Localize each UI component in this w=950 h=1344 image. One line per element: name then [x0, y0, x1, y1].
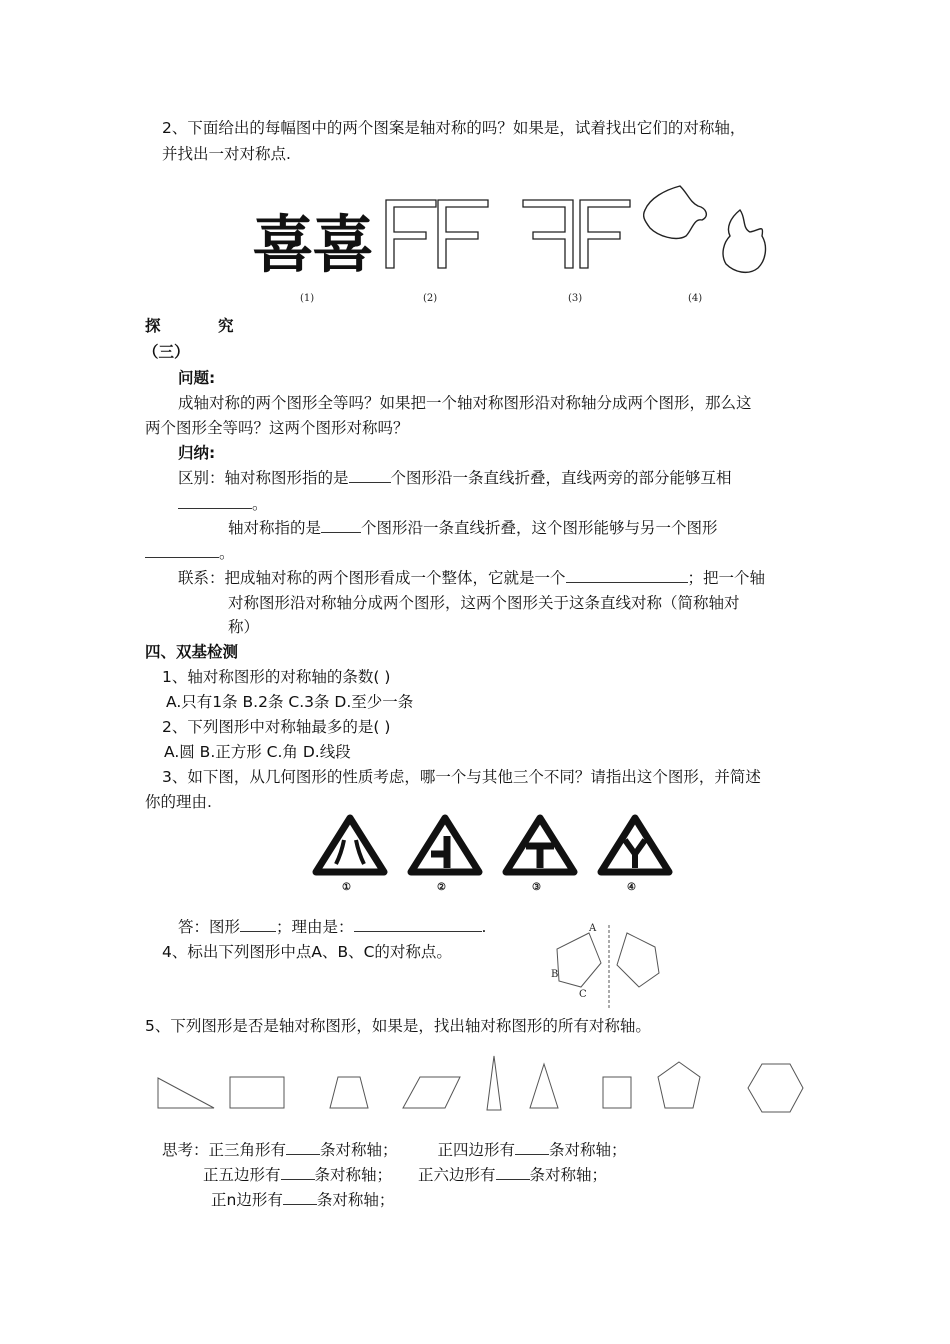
- think2-text-d: 条对称轴；: [529, 1166, 608, 1184]
- question-line1: 成轴对称的两个图形全等吗？如果把一个轴对称图形沿对称轴分成两个图形，那么这: [178, 394, 752, 412]
- section4-title: 四、双基检测: [145, 643, 239, 661]
- mirror-f-shape: [523, 200, 630, 268]
- diff-line1: [178, 468, 732, 488]
- s4-q1: 1、轴对称图形的对称轴的条数( ): [162, 668, 391, 686]
- link-blank[interactable]: [566, 568, 688, 583]
- q2-figure: [250, 180, 770, 310]
- link-text-a: 联系：把成轴对称的两个图形看成一个整体，它就是一个: [178, 569, 566, 587]
- pent-label-c: C: [579, 989, 587, 1000]
- pentagon-left: [557, 933, 601, 987]
- diff2-blank-1[interactable]: [321, 518, 361, 533]
- diff-text-c: 。: [252, 495, 268, 513]
- think-text-a: 思考：正三角形有: [162, 1141, 287, 1159]
- think-text-d: 条对称轴；: [549, 1141, 627, 1159]
- s4-q5: 5、下列图形是否是轴对称图形，如果是，找出轴对称图形的所有对称轴。: [145, 1017, 651, 1035]
- answer-text-c: .: [481, 918, 487, 936]
- think3-blank[interactable]: [283, 1190, 317, 1205]
- link-line3: 称）: [228, 618, 260, 636]
- parallelogram: [403, 1077, 460, 1108]
- think-blank-2[interactable]: [515, 1140, 549, 1155]
- right-triangle: [158, 1078, 214, 1108]
- explore-heading-sub: （三）: [143, 343, 190, 361]
- diff-line2: [178, 494, 268, 514]
- summary-label: 归纳:: [178, 444, 216, 462]
- think-text-c: 正四边形有: [437, 1141, 516, 1159]
- diff2-text-c: 。: [219, 544, 235, 562]
- answer-blank-2[interactable]: [354, 917, 482, 932]
- answer-text-a: 答：图形: [178, 918, 241, 936]
- diff2-blank-2[interactable]: [145, 543, 219, 558]
- isosceles-triangle: [530, 1064, 558, 1108]
- sign-1: [316, 818, 384, 893]
- diff-text-b: 个图形沿一条直线折叠，直线两旁的部分能够互相: [390, 469, 732, 487]
- answer-line: [178, 917, 486, 937]
- diff2-text-b: 个图形沿一条直线折叠，这个图形能够与另一个图形: [361, 519, 718, 537]
- pentagon-right: [617, 933, 659, 987]
- trapezoid: [330, 1077, 368, 1108]
- explore-heading-a: 探: [145, 317, 161, 335]
- rectangle: [230, 1077, 284, 1108]
- fig-label-1: (1): [300, 293, 315, 304]
- s4-q2: 2、下列图形中对称轴最多的是( ): [162, 718, 391, 736]
- pentagon-figure: [545, 925, 675, 1010]
- square: [603, 1077, 631, 1108]
- q2-line1: 2、下面给出的每幅图中的两个图案是轴对称的吗？如果是，试着找出它们的对称轴，: [162, 119, 746, 137]
- blob-shape-2: [723, 210, 765, 272]
- diff2-line2: [145, 543, 235, 563]
- think-line3: [211, 1190, 394, 1210]
- sign-4: [601, 818, 669, 893]
- think2-text-c: 正六边形有: [418, 1166, 496, 1184]
- explore-heading-b: 究: [218, 317, 234, 335]
- pentagon: [658, 1062, 700, 1108]
- link-line2: 对称图形沿对称轴分成两个图形，这两个图形关于这条直线对称（简称轴对: [228, 594, 740, 612]
- diff2-text-a: 轴对称指的是: [228, 519, 322, 537]
- s4-q2-options: A.圆 B.正方形 C.角 D.线段: [164, 743, 351, 761]
- think3-text-b: 条对称轴；: [316, 1191, 395, 1209]
- sign-3: [506, 818, 574, 893]
- diff2-line1: [228, 518, 718, 538]
- think-line2: [203, 1165, 607, 1185]
- diff-blank-2[interactable]: [178, 494, 252, 509]
- s4-q3-line1: 3、如下图，从几何图形的性质考虑，哪一个与其他三个不同？请指出这个图形，并简述: [162, 768, 761, 786]
- sign-label-3: ③: [532, 882, 541, 893]
- fig-label-2: (2): [423, 293, 438, 304]
- s4-q1-options: A.只有1条 B.2条 C.3条 D.至少一条: [166, 693, 414, 711]
- traffic-signs: [310, 812, 680, 896]
- pent-label-a: A: [589, 923, 597, 934]
- think-text-b: 条对称轴；: [320, 1141, 398, 1159]
- think2-blank-1[interactable]: [281, 1165, 315, 1180]
- think2-blank-2[interactable]: [496, 1165, 530, 1180]
- blob-shape-1: [644, 186, 707, 238]
- link-text-b: ；把一个轴: [687, 569, 766, 587]
- fig-label-4: (4): [688, 293, 703, 304]
- think3-text-a: 正n边形有: [211, 1191, 283, 1209]
- s4-q3-line2: 你的理由.: [145, 793, 212, 811]
- s4-q4: 4、标出下列图形中点A、B、C的对称点。: [162, 943, 452, 961]
- sign-2: [411, 818, 479, 893]
- ff-shape: [386, 200, 488, 268]
- diff-blank-1[interactable]: [349, 468, 391, 483]
- shapes-row: [150, 1050, 810, 1120]
- answer-text-b: ；理由是：: [276, 918, 354, 936]
- hexagon: [748, 1064, 803, 1112]
- question-line2: 两个图形全等吗？这两个图形对称吗？: [145, 419, 409, 437]
- question-label: 问题:: [178, 369, 216, 387]
- fig-label-3: (3): [568, 293, 583, 304]
- sign-label-1: ①: [342, 882, 351, 893]
- think-blank-1[interactable]: [286, 1140, 320, 1155]
- xi-char-1: 喜: [252, 208, 315, 281]
- sign-label-2: ②: [437, 882, 446, 893]
- think2-text-a: 正五边形有: [203, 1166, 281, 1184]
- diff-text-a: 区别：轴对称图形指的是: [178, 469, 349, 487]
- answer-blank-1[interactable]: [240, 917, 276, 932]
- pent-label-b: B: [551, 969, 559, 980]
- thin-isosceles-triangle: [487, 1056, 501, 1110]
- q2-line2: 并找出一对对称点.: [162, 145, 291, 163]
- link-line1: [178, 568, 765, 588]
- think2-text-b: 条对称轴；: [314, 1166, 393, 1184]
- sign-label-4: ④: [627, 882, 636, 893]
- think-line1: [162, 1140, 627, 1160]
- xi-char-2: 喜: [312, 208, 375, 281]
